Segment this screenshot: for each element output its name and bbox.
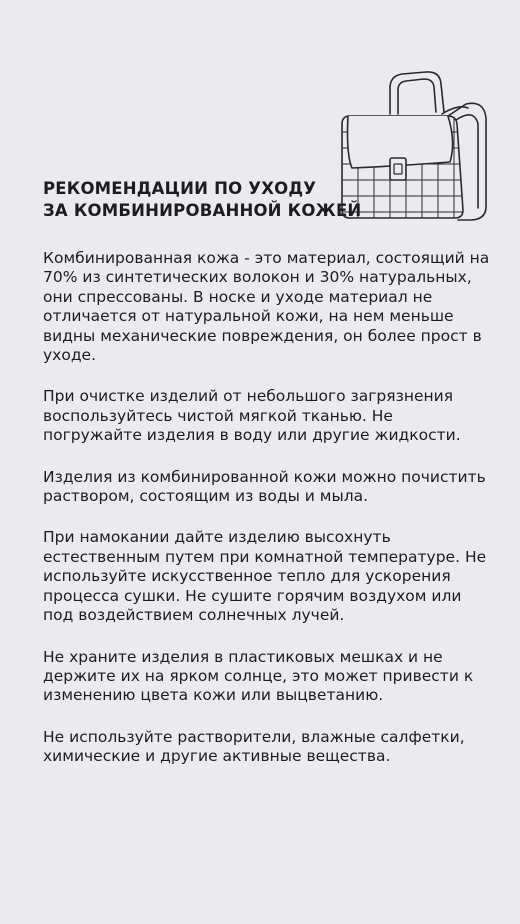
title-line-2: ЗА КОМБИНИРОВАННОЙ КОЖЕЙ: [43, 201, 362, 220]
paragraph-drying: При намокании дайте изделию высохнуть естественным путем при комнатной температуре. Не используйте искусственное тепло для ускорения процесса сушки. Не сушите горячим воздухом или под воздействием солнечных лучей.: [43, 528, 487, 625]
paragraph-chemicals: Не используйте растворители, влажные салфетки, химические и другие активные вещества.: [43, 727, 465, 766]
paragraph-soap-solution: Изделия из комбинированной кожи можно почистить раствором, состоящим из воды и мыла.: [43, 467, 486, 506]
paragraph-light-cleaning: При очистке изделий от небольшого загрязнения воспользуйтесь чистой мягкой тканью. Не погружайте изделия в воду или другие жидкости.: [43, 387, 461, 445]
care-instructions: [43, 249, 493, 789]
paragraph-storage: Не храните изделия в пластиковых мешках и не держите их на ярком солнце, это может привести к изменению цвета кожи или выцветанию.: [43, 647, 474, 705]
title-line-1: РЕКОМЕНДАЦИИ ПО УХОДУ: [43, 179, 317, 198]
paragraph-composition: Комбинированная кожа - это материал, состоящий на 70% из синтетических волокон и 30% натуральных, они спрессованы. В носке и уходе материал не отличается от натуральной кожи, на нем меньше видны механические повреждения, он более прост в уходе.: [43, 249, 490, 365]
page-title: [43, 178, 361, 222]
